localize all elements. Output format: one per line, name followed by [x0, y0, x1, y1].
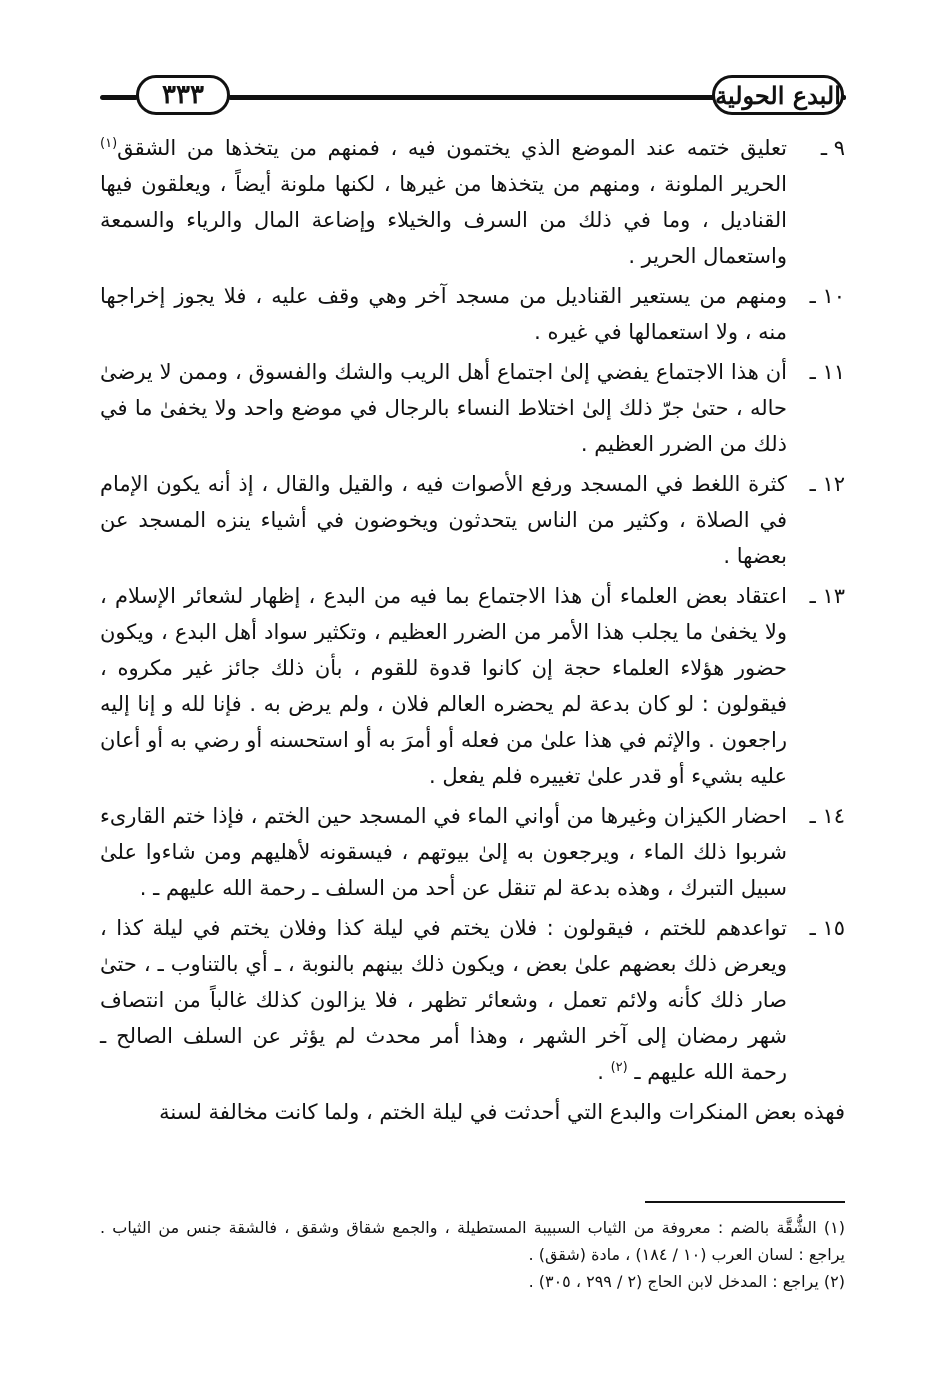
item-text: احضار الكيزان وغيرها من أواني الماء في المسجد حين الختم ، فإذا ختم القارىء شربوا ذلك الماء ، ويرجعون به إلىٰ بيوتهم ، فيسقونه لأهليهم ومن شاءوا علىٰ سبيل التبرك ، وهذه بدعة لم تنقل عن أحد من السلف ـ رحمة الله عليهم ـ .: [100, 804, 787, 900]
list-item-15: [100, 910, 845, 1090]
list-item-12: [100, 466, 845, 574]
list-item-13: [100, 578, 845, 794]
page-number: ٣٣٣: [136, 75, 230, 115]
item-number: ١٤ ـ: [809, 804, 845, 828]
book-title: البدع الحولية: [712, 75, 844, 115]
item-text: تعليق ختمه عند الموضع الذي يختمون فيه ، فمنهم من يتخذها من الشقق: [117, 136, 787, 160]
item-text: كثرة اللغط في المسجد ورفع الأصوات فيه ، والقيل والقال ، إذ أنه يكون الإمام في الصلاة ، وكثير من الناس يتحدثون ويخوضون في أشياء ينزه المسجد عن بعضها .: [100, 472, 787, 568]
item-text: ومنهم من يستعير القناديل من مسجد آخر وهي وقف عليه ، فلا يجوز إخراجها منه ، ولا استعمالها في غيره .: [100, 284, 787, 344]
item-text: تواعدهم للختم ، فيقولون : فلان يختم في ليلة كذا وفلان يختم في ليلة كذا ، ويعرض ذلك بعضهم علىٰ بعض ، ويكون ذلك بينهم بالنوبة ، ـ أي بالتناوب ـ ، حتىٰ صار ذلك كأنه ولائم تعمل ، وشعائر تظهر ، فلا يزالون كذلك غالباً من انتصاف شهر رمضان إلى آخر الشهر ، وهذا أمر محدث لم يؤثر عن السلف الصالح ـ رحمة الله عليهم ـ: [100, 916, 787, 1084]
list-item-11: [100, 354, 845, 462]
item-number: ١٢ ـ: [809, 472, 845, 496]
running-header: [100, 72, 845, 122]
page-body: [100, 130, 845, 1130]
header-rule-left: [100, 95, 138, 100]
list-item-14: [100, 798, 845, 906]
list-item-9: [100, 130, 845, 274]
closing-paragraph: فهذه بعض المنكرات والبدع التي أحدثت في ليلة الختم ، ولما كانت مخالفة لسنة: [159, 1100, 845, 1124]
item-number: ١٣ ـ: [809, 584, 845, 608]
footnote-ref-1[interactable]: (١): [100, 136, 118, 151]
list-item-10: [100, 278, 845, 350]
item-text-cont: الحرير الملونة ، ومنهم من يتخذها من غيرها ، لكنها ملونة أيضاً ، ويعلقون فيها القناديل ، وما في ذلك من السرف والخيلاء وإضاعة المال والرياء والسمعة واستعمال الحرير .: [100, 172, 787, 268]
item-number: ٩ ـ: [820, 136, 845, 160]
footnote-1: (١) الشُّقَّة بالضم : معروفة من الثياب السبيبة المستطيلة ، والجمع شقاق وشقق ، فالشقة جنس من الثياب . يراجع : لسان العرب (١٠ / ١٨٤) ، مادة (شقق) .: [100, 1218, 845, 1264]
header-rule-middle: [228, 95, 716, 100]
item-number: ١١ ـ: [809, 360, 845, 384]
footnotes: [100, 1214, 845, 1295]
item-text-cont: .: [597, 1060, 611, 1084]
footnote-ref-2[interactable]: (٢): [610, 1060, 628, 1075]
footnote-2: (٢) يراجع : المدخل لابن الحاج (٢ / ٢٩٩ ، ٣٠٥) .: [528, 1272, 845, 1291]
item-number: ١٠ ـ: [809, 284, 845, 308]
footnote-separator: [645, 1201, 845, 1203]
item-text: اعتقاد بعض العلماء أن هذا الاجتماع بما فيه من البدع ، إظهار لشعائر الإسلام ، ولا يخفىٰ ما يجلب هذا الأمر من الضرر العظيم ، وتكثير سواد أهل البدع ، ويكون حضور هؤلاء العلماء حجة إن كانوا قدوة للقوم ، بأن ذلك جائز غير مكروه ، فيقولون : لو كان بدعة لم يحضره العالم فلان ، ولم يرض به . فإنا لله و إنا إليه راجعون . والإثم في هذا علىٰ من فعله أو أمرَ به أو استحسنه أو رضي به أو أعان عليه بشيء أو قدر علىٰ تغييره فلم يفعل .: [100, 584, 787, 788]
item-text: أن هذا الاجتماع يفضي إلىٰ اجتماع أهل الريب والشك والفسوق ، وممن لا يرضىٰ حاله ، حتىٰ جرّ ذلك إلىٰ اختلاط النساء بالرجال في موضع واحد ولا يخفىٰ ما في ذلك من الضرر العظيم .: [100, 360, 787, 456]
item-number: ١٥ ـ: [809, 916, 845, 940]
